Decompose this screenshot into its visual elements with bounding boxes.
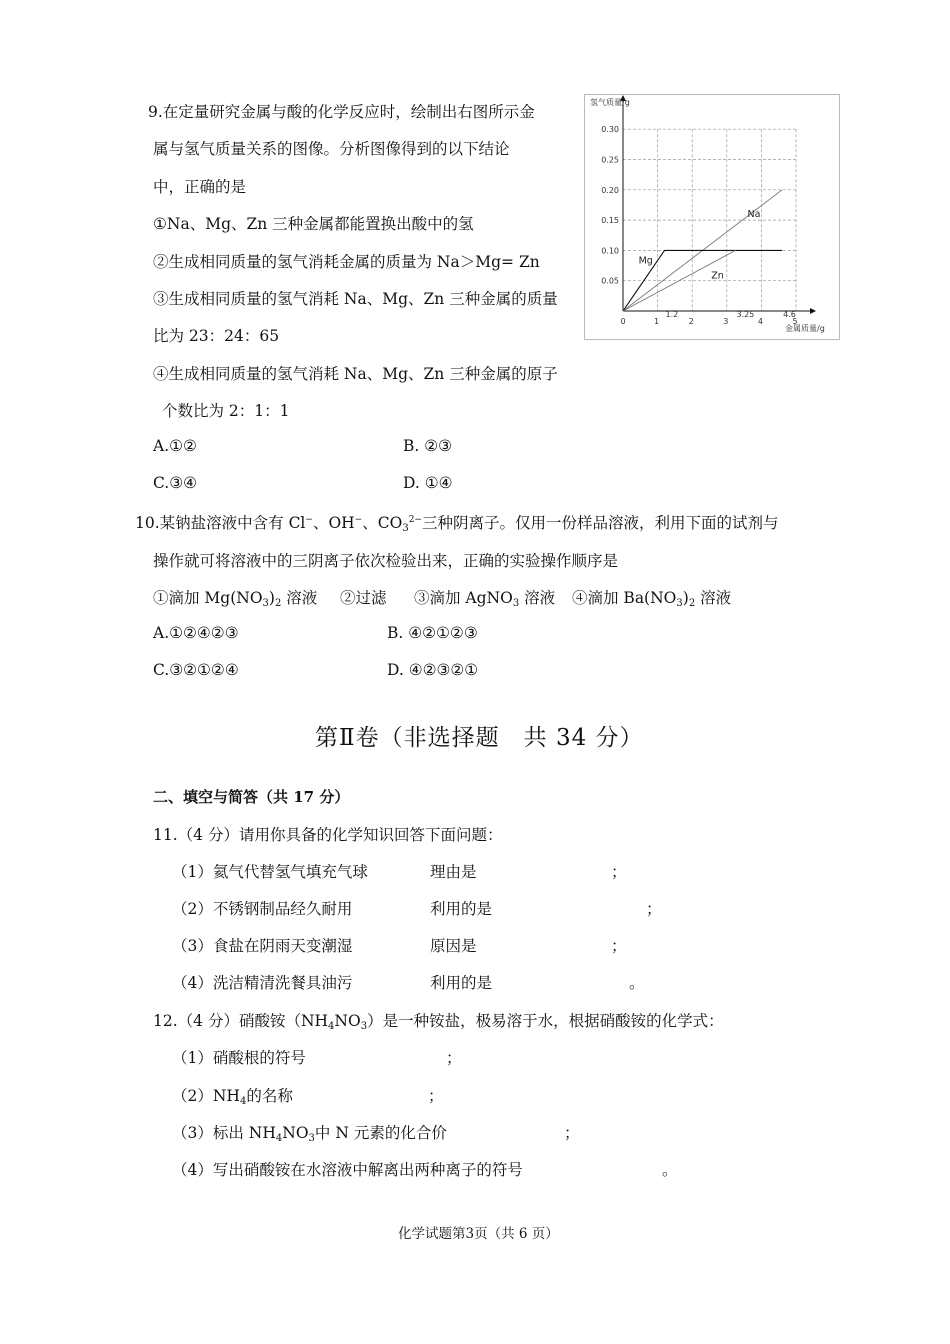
q9-statement-4b: 个数比为 2：1：1	[162, 402, 290, 420]
x-tick-label: 2	[688, 317, 694, 326]
q9-stem-line2: 属与氢气质量关系的图像。分析图像得到的以下结论	[153, 140, 510, 158]
q12-item-1-end: ；	[446, 1049, 462, 1067]
q12-item-1: （1）硝酸根的符号	[172, 1049, 306, 1067]
series-label-na: Na	[747, 209, 761, 221]
q12-item-3-end: ；	[564, 1124, 580, 1142]
q11-item-3-answer-label: 原因是	[430, 937, 477, 955]
q11-item-3: （3）食盐在阴雨天变潮湿	[172, 937, 353, 955]
q12-item-3: （3）标出 $NH_4NO_3$中 N 元素的化合价	[172, 1124, 447, 1144]
x-tick-label: 1	[654, 317, 660, 326]
q12-item-2: $(2)NH_4$的名称	[172, 1087, 293, 1107]
x-tick-label: 3	[723, 317, 729, 326]
q11-stem: 11.（4 分）请用你具备的化学知识回答下面问题：	[153, 826, 503, 844]
q9-option-b: B. ②③	[403, 437, 453, 455]
q11-item-4-answer-label: 利用的是	[430, 974, 493, 992]
x-tick-label: 4.6	[783, 310, 796, 319]
q10-option-b: B. ④②①②③	[387, 624, 478, 642]
q9-option-a: A.①②	[153, 437, 197, 455]
chart-grid	[623, 129, 796, 311]
chart-series	[623, 190, 782, 311]
x-tick-labels	[620, 310, 797, 326]
page-footer: 化学试题第3页（共 6 页）	[398, 1226, 559, 1242]
x-tick-label: 0	[620, 317, 626, 326]
q10-option-c: C.③②①②④	[153, 661, 239, 679]
q9-option-c: C.③④	[153, 474, 198, 492]
q11-item-1: （1）氦气代替氢气填充气球	[172, 863, 368, 881]
y-tick-labels	[601, 125, 619, 286]
q9-statement-1: ①Na、Mg、Zn 三种金属都能置换出酸中的氢	[153, 215, 474, 233]
q10-reagent-1: ①滴加 $Mg(NO_3)_2$ 溶液	[153, 589, 318, 609]
x-tick-label: 5	[792, 317, 798, 326]
q9-statement-4a: ④生成相同质量的氢气消耗 Na、Mg、Zn 三种金属的原子	[153, 365, 558, 383]
q9-statement-2: ②生成相同质量的氢气消耗金属的质量为 Na＞Mg= Zn	[153, 253, 540, 271]
metal-hydrogen-chart	[584, 94, 840, 340]
x-axis-label: 金属质量/g	[785, 324, 825, 333]
x-tick-label: 3.25	[736, 310, 755, 319]
q9-stem-line3: 中，正确的是	[153, 178, 247, 196]
section2-heading: 二、填空与简答（共 17 分）	[153, 788, 350, 806]
x-axis-arrow	[810, 308, 816, 314]
q12-item-2-end: ；	[428, 1087, 444, 1105]
y-axis-label: 氢气质量/g	[590, 98, 630, 107]
series-label-zn: Zn	[711, 270, 724, 282]
q9-statement-3a: ③生成相同质量的氢气消耗 Na、Mg、Zn 三种金属的质量	[153, 290, 558, 308]
y-tick-label: 0.15	[601, 216, 619, 226]
q9-statement-3b: 比为 23：24：65	[153, 327, 280, 345]
q11-item-2-answer-label: 利用的是	[430, 900, 493, 918]
q12-item-4: （4）写出硝酸铵在水溶液中解离出两种离子的符号	[172, 1161, 523, 1179]
q11-item-4-end: 。	[629, 974, 645, 992]
q10-reagent-4: ④滴加 $Ba(NO_3)_2$ 溶液	[572, 589, 732, 609]
q11-item-3-end: ；	[611, 937, 627, 955]
chart-svg	[585, 95, 839, 339]
q10-stem-line1: 10.某钠盐溶液中含有 Cl−、OH−、$CO_3^{2-}$三种阴离子。仅用一份样品溶液，利用下面的试剂与	[135, 514, 779, 534]
part2-title: 第Ⅱ卷（非选择题 共 34 分）	[315, 725, 644, 751]
q12-item-4-end: 。	[662, 1161, 678, 1179]
y-tick-label: 0.25	[601, 155, 619, 165]
q9-stem-line1: 9.在定量研究金属与酸的化学反应时，绘制出右图所示金	[148, 103, 535, 121]
q11-item-2: （2）不锈钢制品经久耐用	[172, 900, 353, 918]
q11-item-1-end: ；	[611, 863, 627, 881]
q11-item-1-answer-label: 理由是	[430, 863, 477, 881]
series-label-mg: Mg	[638, 255, 653, 267]
y-tick-label: 0.20	[601, 185, 619, 195]
y-tick-label: 0.10	[601, 246, 619, 256]
q9-option-d: D. ①④	[403, 474, 453, 492]
q10-stem-line2: 操作就可将溶液中的三阴离子依次检验出来，正确的实验操作顺序是	[153, 552, 619, 570]
q10-option-a: A.①②④②③	[153, 624, 239, 642]
q12-stem: 12.（4 分）硝酸铵$(NH_4NO_3)$是一种铵盐，极易溶于水，根据硝酸铵的化学式：	[153, 1012, 724, 1032]
x-tick-label: 4	[757, 317, 763, 326]
x-tick-label: 1.2	[665, 310, 679, 319]
q10-option-d: D. ④②③②①	[387, 661, 479, 679]
q10-reagent-2: ②过滤	[340, 589, 387, 607]
q11-item-4: （4）洗洁精清洗餐具油污	[172, 974, 353, 992]
y-tick-label: 0.30	[601, 125, 619, 135]
y-tick-label: 0.05	[601, 276, 619, 286]
q11-item-2-end: ；	[646, 900, 662, 918]
q10-reagent-3: ③滴加 AgNO$_3$ 溶液	[414, 589, 556, 609]
